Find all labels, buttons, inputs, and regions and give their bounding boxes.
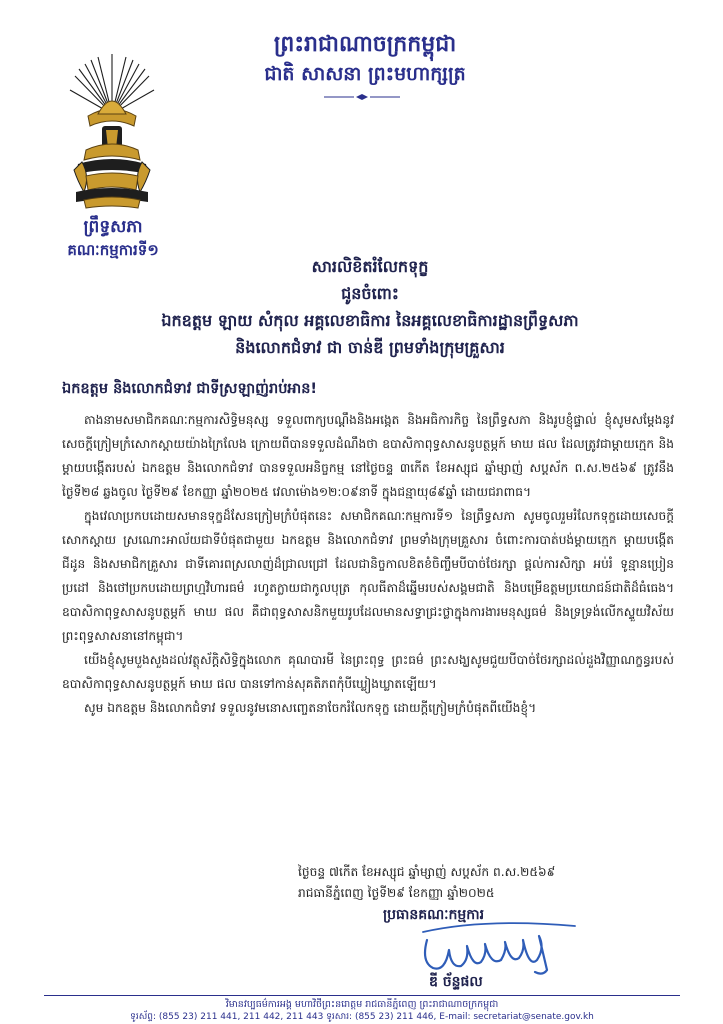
institution-name: ព្រឹទ្ធសភា: [83, 217, 143, 237]
national-motto: ជាតិ សាសនា ព្រះមហាក្សត្រ: [264, 63, 466, 85]
footer: [44, 999, 680, 1023]
handwritten-signature: [415, 910, 580, 980]
commission-name: គណៈកម្មការទី១: [67, 241, 159, 259]
body-paragraph: តាងនាមសមាជិកគណៈកម្មការសិទ្ធិមនុស្ស ទទួលពាក្យបណ្ដឹងនិងអង្កេត និងអធិការកិច្ច នៃព្រឹទ្ធសភា និងរូបខ្ញុំផ្ទាល់ ខ្ញុំសូមសម្ដែងនូវសេចក្ដីក្រៀមក្រំសោកស្ដាយយ៉ាងក្រៃលែង ក្រោយពីបានទទួលដំណឹងថា ឧបាសិកាពុទ្ធសាសនូបត្ថម្ភក៍ មាឃ ផល ដែលត្រូវជាម្ដាយក្មេក និងម្ដាយបង្កើតរបស់ ឯកឧត្ដម និងលោកជំទាវ បានទទួលអនិច្ចកម្ម នៅថ្ងៃចន្ទ ៣កើត ខែអស្សុជ ឆ្នាំម្សាញ់ សប្ដស័ក ព.ស.២៥៦៩ ត្រូវនឹងថ្ងៃទី២៨ ឆ្លងចូល ថ្ងៃទី២៩ ខែកញ្ញា ឆ្នាំ២០២៥ វេលាម៉ោង១២:០៩នាទី ក្នុងជន្មាយុ៨៩ឆ្នាំ ដោយជរាពាធ។: [62, 413, 674, 499]
senate-emblem-icon: [68, 52, 156, 210]
body-paragraph: យើងខ្ញុំសូមបួងសួងដល់វត្ថុស័ក្ដិសិទ្ធិក្នុងលោក គុណបារមី នៃព្រះពុទ្ធ ព្រះធម៌ ព្រះសង្ឃសូមជួយបីបាច់ថែរក្សាដល់ដួងវិញ្ញាណក្ខន្ធរបស់ ឧបាសិកាពុទ្ធសាសនូបត្ថម្ភក៍ មាឃ ផល បានទៅកាន់សុគតិភពកុំបីឃ្លៀងឃ្លាតឡើយ។: [62, 653, 674, 691]
date-block: [298, 862, 698, 904]
letter-body: [62, 408, 674, 720]
letter-title: សារលិខិតរំលែកទុក្ខ: [311, 257, 429, 276]
footer-address: វិមានវប្បធម៌ការអង្គ មហាវិថីព្រះនរោត្ដម រាជធានីភ្នំពេញ ព្រះរាជាណាចក្រកម្ពុជា: [225, 999, 499, 1010]
footer-contact: ទូរស័ព្ទ: (855 23) 211 441, 211 442, 211 443 ទូរសារ: (855 23) 211 446, E-mail: secretariat@senate.gov.kh: [130, 1012, 594, 1022]
kingdom-header: [200, 30, 530, 88]
salutation: ឯកឧត្ដម និងលោកជំទាវ ជាទីស្រឡាញ់រាប់អាន!: [62, 381, 318, 397]
signer-name: ឌី ច័ន្ទផល: [429, 974, 483, 990]
lunar-date: ថ្ងៃចន្ទ ៧កើត ខែអស្សុជ ឆ្នាំម្សាញ់ សប្ដស័ក ព.ស.២៥៦៩: [298, 865, 556, 879]
divider-ornament-icon: [322, 93, 402, 101]
letter-to: ជូនចំពោះ: [341, 284, 399, 303]
recipient-line-2: និងលោកជំទាវ ជា ចាន់ឌី ព្រមទាំងក្រុមគ្រួសារ: [235, 338, 505, 357]
recipient-line-1: ឯកឧត្ដម ឡាយ សំកុល អគ្គលេខាធិការ នៃអគ្គលេខាធិការដ្ឋានព្រឹទ្ធសភា: [161, 311, 579, 330]
letter-heading: [60, 253, 680, 361]
solar-date: រាជធានីភ្នំពេញ ថ្ងៃទី២៩ ខែកញ្ញា ឆ្នាំ២០២៥: [298, 886, 495, 900]
body-paragraph: ក្នុងវេលាប្រកបដោយសមានទុក្ខដ៏សែនក្រៀមក្រំបំផុតនេះ សមាជិកគណៈកម្មការទី១ នៃព្រឹទ្ធសភា សូមចូលរួមរំលែកទុក្ខដោយសេចក្ដីសោកស្ដាយ ស្រណោះអាល័យជាទីបំផុតជាមួយ ឯកឧត្ដម និងលោកជំទាវ ព្រមទាំងក្រុមគ្រួសារ ចំពោះការបាត់បង់ម្ដាយក្មេក ម្ដាយបង្កើត ជីដូន និងសមាជិកគ្រួសារ ជាទីគោរពស្រលាញ់ដ៏ជ្រាលជ្រៅ ដែលជានិច្ចកាលខិតខំចិញ្ចឹមបីបាច់ថែរក្សា ផ្ដល់ការសិក្សា អប់រំ ទូន្មានប្រៀនប្រដៅ និងថៅប្រកបដោយព្រហ្មវិហារធម៌ រហូតក្លាយជាកូលបុត្រ កុលធីតាដ៏ឆ្នើមរបស់សង្គមជាតិ និងបម្រើឧត្ដមប្រយោជន៍ជាតិដ៏ធំធេង។ ឧបាសិកាពុទ្ធសាសនូបត្ថម្ភក៍ មាឃ ផល គឺជាពុទ្ធសាសនិកមួយរូបដែលមានសទ្ធាជ្រះថ្លាក្នុងការងារមនុស្សធម៌ និងទ្រទ្រង់លើកស្ទួយវិស័យព្រះពុទ្ធសាសនានៅកម្ពុជា។: [62, 509, 674, 643]
body-paragraph: សូម ឯកឧត្ដម និងលោកជំទាវ ទទួលនូវមនោសញ្ចេតនាចែករំលែកទុក្ខ ដោយក្ដីក្រៀមក្រំបំផុតពីយើងខ្ញុំ។: [84, 701, 537, 715]
signer-title: ប្រធានគណៈកម្មការ: [383, 907, 485, 923]
kingdom-name: ព្រះរាជាណាចក្រកម្ពុជា: [273, 32, 457, 57]
footer-divider: [44, 995, 680, 996]
